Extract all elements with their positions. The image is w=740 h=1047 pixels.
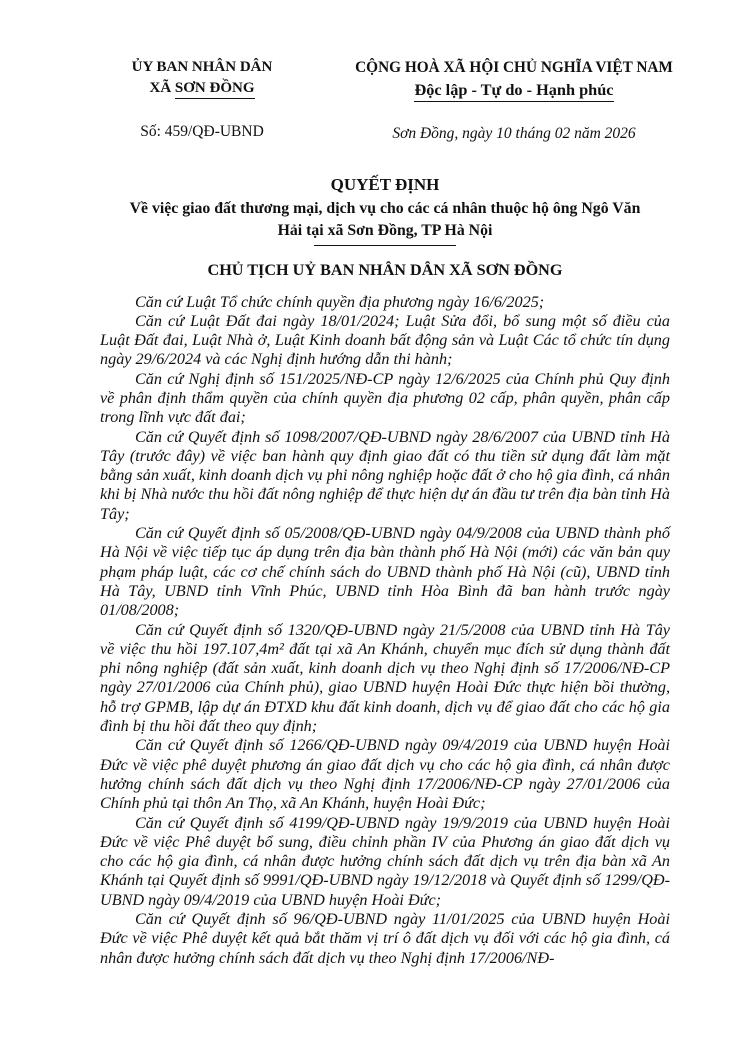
org-name-line2 — [68, 79, 336, 98]
legal-basis-paragraph: Căn cứ Quyết định số 4199/QĐ-UBND ngày 19/9/2019 của UBND huyện Hoài Đức về việc Phê duyệt bổ sung, điều chỉnh phần IV của Phương án giao đất dịch vụ cho các hộ gia đình, cá nhân được hưởng chính sách đất dịch vụ trên địa bàn xã An Khánh tại Quyết định số 9991/QĐ-UBND ngày 19/12/2018 và Quyết định số 1299/QĐ-UBND ngày 09/4/2019 của UBND huyện Hoài Đức; — [100, 813, 670, 909]
national-header-block — [336, 58, 692, 143]
decision-subject-line1: Về việc giao đất thương mại, dịch vụ cho các cá nhân thuộc hộ ông Ngô Văn — [129, 199, 641, 217]
legal-basis-paragraph: Căn cứ Luật Đất đai ngày 18/01/2024; Luật Sửa đổi, bổ sung một số điều của Luật Đất đai, Luật Nhà ở, Luật Kinh doanh bất động sản và Luật Các tổ chức tín dụng ngày 29/6/2024 và các Nghị định hướng dẫn thi hành; — [100, 311, 670, 369]
legal-basis-paragraph: Căn cứ Quyết định số 1320/QĐ-UBND ngày 21/5/2008 của UBND tỉnh Hà Tây về việc thu hồi 197.107,4m² đất tại xã An Khánh, chuyển mục đích sử dụng thành đất phi nông nghiệp (đất sản xuất, kinh doanh dịch vụ theo Nghị định số 17/2006/NĐ-CP ngày 27/01/2006 của Chính phủ), giao UBND huyện Hoài Đức thực hiện bồi thường, hỗ trợ GPMB, lập dự án ĐTXD khu đất kinh doanh, dịch vụ để giao đất cho các hộ gia đình bị thu hồi đất theo quy định; — [100, 620, 670, 736]
document-header — [0, 58, 740, 143]
org-name-line1: ỦY BAN NHÂN DÂN — [131, 59, 273, 75]
legal-basis-paragraph: Căn cứ Quyết định số 1266/QĐ-UBND ngày 09/4/2019 của UBND huyện Hoài Đức về việc phê duyệt phương án giao đất dịch vụ cho các hộ gia đình, cá nhân được hưởng chính sách đất dịch vụ theo Nghị định 17/2006/NĐ-CP ngày 27/01/2006 của Chính phủ tại thôn An Thọ, xã An Khánh, huyện Hoài Đức; — [100, 736, 670, 813]
legal-basis-paragraph: Căn cứ Quyết định số 96/QĐ-UBND ngày 11/01/2025 của UBND huyện Hoài Đức về việc Phê duyệt kết quả bắt thăm vị trí ô đất dịch vụ đối với các hộ gia đình, cá nhân được hưởng chính sách đất dịch vụ theo Nghị định 17/2006/NĐ- — [100, 910, 670, 967]
decision-title: QUYẾT ĐỊNH — [330, 174, 440, 194]
legal-basis-paragraph: Căn cứ Nghị định số 151/2025/NĐ-CP ngày 12/6/2025 của Chính phủ Quy định về phân định thẩm quyền của chính quyền địa phương 02 cấp, phân quyền, phân cấp trong lĩnh vực đất đai; — [100, 369, 670, 427]
legal-basis-paragraph: Căn cứ Quyết định số 05/2008/QĐ-UBND ngày 04/9/2008 của UBND thành phố Hà Nội về việc tiếp tục áp dụng trên địa bàn thành phố Hà Nội (mới) các văn bản quy phạm pháp luật, các cơ chế chính sách do UBND thành phố Hà Nội (cũ), UBND tỉnh Hà Tây, UBND tỉnh Vĩnh Phúc, UBND tỉnh Hòa Bình đã ban hành trước ngày 01/08/2008; — [100, 524, 670, 620]
national-motto: Độc lập - Tự do - Hạnh phúc — [336, 80, 692, 102]
org-name-underlined: SƠN ĐỒNG — [175, 80, 255, 99]
legal-basis-paragraph: Căn cứ Quyết định số 1098/2007/QĐ-UBND ngày 28/6/2007 của UBND tỉnh Hà Tây (trước đây) về việc ban hành quy định giao đất có thu tiền sử dụng đất làm mặt bằng sản xuất, kinh doanh dịch vụ phi nông nghiệp hoặc đất ở cho hộ gia đình, cá nhân khi bị Nhà nước thu hồi đất nông nghiệp để thực hiện dự án đầu tư trên địa bàn tỉnh Hà Tây; — [100, 427, 671, 523]
legal-basis-paragraph: Căn cứ Luật Tổ chức chính quyền địa phương ngày 16/6/2025; — [135, 292, 545, 311]
body-paragraphs — [0, 293, 740, 968]
document-number: Số: 459/QĐ-UBND — [140, 123, 264, 140]
title-block — [0, 174, 740, 280]
place-date-line: Sơn Đồng, ngày 10 tháng 02 năm 2026 — [392, 124, 636, 142]
decision-subject-line2: Hải tại xã Sơn Đồng, TP Hà Nội — [277, 221, 493, 239]
subject-separator-rule — [314, 245, 456, 246]
issuing-authority-heading: CHỦ TỊCH UỶ BAN NHÂN DÂN XÃ SƠN ĐỒNG — [207, 260, 563, 279]
decision-subject — [100, 198, 670, 242]
org-name-prefix: XÃ — [149, 80, 175, 96]
issuing-org-block — [68, 58, 336, 143]
national-name: CỘNG HOÀ XÃ HỘI CHỦ NGHĨA VIỆT NAM — [355, 59, 673, 76]
